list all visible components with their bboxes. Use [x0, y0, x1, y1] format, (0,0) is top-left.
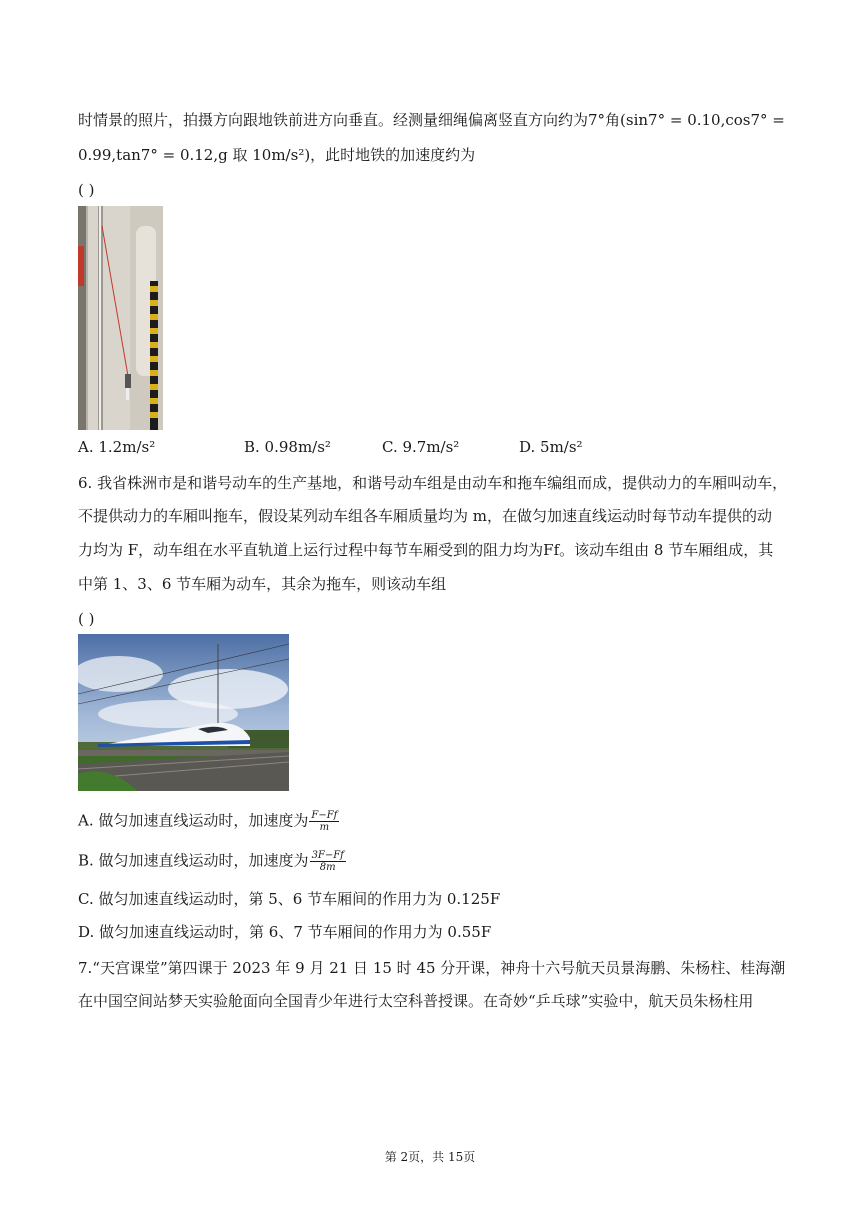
q5-option-c: C. 9.7m/s² [382, 438, 460, 456]
q6-option-b-numerator: 3F−Ff [311, 850, 344, 861]
q7-text-line-2: 在中国空间站梦天实验舱面向全国青少年进行太空科普授课。在奇妙“乒乓球”实验中，航天员朱杨柱用 [78, 992, 754, 1010]
page-footer: 第 2页，共 15页 [384, 1150, 476, 1164]
q6-option-a-denominator: m [319, 822, 330, 833]
q5-option-a: A. 1.2m/s² [78, 438, 156, 456]
q6-text-line-3: 力均为 F，动车组在水平直轨道上运行过程中每节车厢受到的阻力均为Ff。该动车组由 8 节车厢组成，其 [78, 541, 774, 559]
q6-option-b-fraction [310, 850, 346, 873]
q6-option-d: D. 做匀加速直线运动时，第 6、7 节车厢间的作用力为 0.55F [78, 923, 492, 941]
q5-option-b: B. 0.98m/s² [244, 438, 331, 456]
q5-text-line-2: 0.99,tan7° = 0.12,g 取 10m/s²)，此时地铁的加速度约为 [78, 146, 476, 164]
q6-option-a [78, 810, 339, 833]
subway-photo [78, 206, 163, 430]
q6-answer-paren: ( ) [78, 610, 95, 628]
train-photo [78, 634, 289, 791]
q6-option-b-text: B. 做匀加速直线运动时，加速度为 [78, 851, 309, 870]
q6-option-a-fraction [309, 810, 339, 833]
q6-option-b-denominator: 8m [319, 862, 336, 873]
q5-options [78, 438, 778, 460]
q5-text-line-1: 时情景的照片，拍摄方向跟地铁前进方向垂直。经测量细绳偏离竖直方向约为7°角(sin7° = 0.10,cos7° = [78, 111, 785, 129]
q6-text-line-2: 不提供动力的车厢叫拖车，假设某列动车组各车厢质量均为 m，在做匀加速直线运动时每节动车提供的动 [78, 507, 772, 525]
q7-text-line-1: 7.“天宫课堂”第四课于 2023 年 9 月 21 日 15 时 45 分开课，神舟十六号航天员景海鹏、朱杨柱、桂海潮 [78, 959, 786, 977]
q6-text-line-1: 6. 我省株洲市是和谐号动车的生产基地，和谐号动车组是由动车和拖车编组而成，提供动力的车厢叫动车， [78, 474, 788, 492]
q6-option-c: C. 做匀加速直线运动时，第 5、6 节车厢间的作用力为 0.125F [78, 890, 501, 908]
q6-option-a-numerator: F−Ff [311, 810, 338, 821]
q6-text-line-4: 中第 1、3、6 节车厢为动车，其余为拖车，则该动车组 [78, 575, 447, 593]
q6-option-b [78, 850, 346, 873]
q5-answer-paren: ( ) [78, 181, 95, 199]
q5-option-d: D. 5m/s² [519, 438, 583, 456]
q6-option-a-text: A. 做匀加速直线运动时，加速度为 [78, 811, 309, 830]
